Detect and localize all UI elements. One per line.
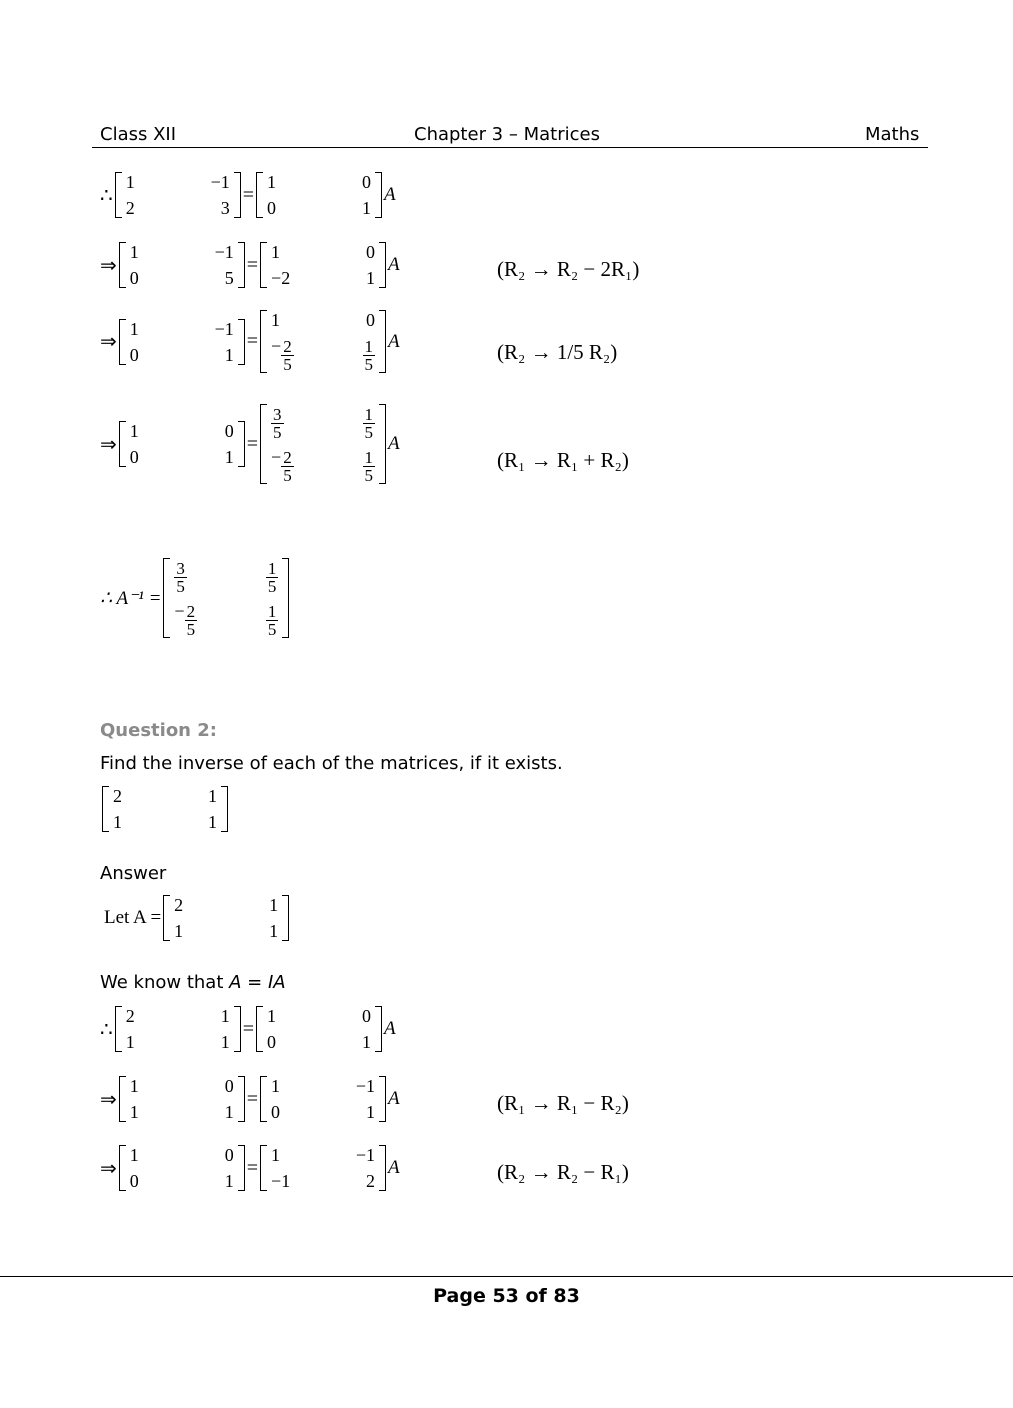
step-lead-symbol: ∴ xyxy=(100,1018,113,1041)
matrix-cell: 1 xyxy=(271,1076,281,1096)
matrix-cell: − $\frac{2}{5}$ xyxy=(174,601,196,639)
bracket-right xyxy=(238,421,245,467)
bracket-left xyxy=(256,1006,263,1052)
step-lead-symbol: ⇒ xyxy=(100,433,117,456)
matrix-cell: 0 xyxy=(129,344,139,365)
right-matrix xyxy=(256,172,382,218)
know-ia: IA xyxy=(267,972,286,993)
matrix-cell: 1 xyxy=(267,1006,277,1026)
matrix-cell: 0 xyxy=(366,242,376,262)
matrix-cell: 3 xyxy=(220,198,230,218)
matrix-cell: 1 xyxy=(271,1145,281,1165)
matrix-cell: 1 xyxy=(129,1145,139,1165)
header-subject: Maths xyxy=(865,124,920,145)
let-a-row xyxy=(104,895,291,941)
matrix-cell: 5 xyxy=(224,268,234,288)
bracket-right xyxy=(379,1145,386,1191)
right-matrix xyxy=(256,1006,382,1052)
given-matrix xyxy=(102,786,228,832)
matrix-cell: 1 xyxy=(362,1032,372,1052)
matrix-cell: 0 xyxy=(271,1102,281,1122)
left-matrix xyxy=(119,319,245,365)
bracket-left xyxy=(115,1006,122,1052)
matrix-cell: −2 xyxy=(271,268,291,288)
matrix-cell: −1 xyxy=(210,172,230,192)
matrix-cell: 1 xyxy=(129,318,139,339)
step-lead-symbol: ∴ xyxy=(100,184,113,207)
matrix-cell: 1 xyxy=(224,1171,234,1191)
matrix-cell: 2 xyxy=(174,895,184,915)
bracket-left xyxy=(119,1145,126,1191)
matrix-cell: $\frac{3}{5}$ xyxy=(273,405,282,442)
q1-step-1 xyxy=(100,172,396,218)
bracket-left xyxy=(119,1076,126,1122)
q2-step-2 xyxy=(100,1076,400,1122)
matrix-cell: $\frac{1}{5}$ xyxy=(267,559,277,596)
bracket-right xyxy=(282,895,289,941)
bracket-right xyxy=(234,1006,241,1052)
know-prefix: We know that xyxy=(100,972,230,993)
matrix-cell: 0 xyxy=(129,268,139,288)
bracket-right xyxy=(375,1006,382,1052)
bracket-right xyxy=(375,172,382,218)
know-a-ia xyxy=(100,972,286,993)
know-eq: = xyxy=(241,972,268,993)
matrix-cell: 1 xyxy=(125,1032,135,1052)
matrix-cell: 1 xyxy=(366,268,376,288)
matrix-cell: 1 xyxy=(208,786,217,806)
q1-note-4: (R₁ → R₁ + R₂) xyxy=(497,448,629,472)
matrix-variable: A xyxy=(384,184,396,205)
equals-sign: = xyxy=(246,1087,259,1110)
matrix-cell: 0 xyxy=(267,1032,277,1052)
matrix-cell: 1 xyxy=(366,1102,376,1122)
matrix-cell: −1 xyxy=(214,318,234,339)
footer-rule xyxy=(0,1276,1013,1277)
right-matrix xyxy=(260,404,386,484)
right-matrix xyxy=(260,242,386,288)
bracket-left xyxy=(102,786,109,832)
left-matrix xyxy=(119,242,245,288)
left-matrix xyxy=(115,172,241,218)
equals-sign: = xyxy=(246,432,259,455)
bracket-left xyxy=(256,172,263,218)
step-lead-symbol: ⇒ xyxy=(100,1157,117,1180)
matrix-cell: 0 xyxy=(362,172,372,192)
question-2-prompt: Find the inverse of each of the matrices, if it exists. xyxy=(100,753,563,774)
bracket-left xyxy=(163,558,170,638)
matrix-cell: 1 xyxy=(224,447,234,467)
page-number: Page 53 of 83 xyxy=(433,1285,580,1307)
matrix-cell: $\frac{1}{5}$ xyxy=(364,448,374,485)
matrix-cell: 1 xyxy=(129,242,139,262)
matrix-cell: 1 xyxy=(267,172,277,192)
q2-note-3: (R₂ → R₂ − R₁) xyxy=(497,1160,629,1184)
let-matrix xyxy=(163,895,289,941)
matrix-variable: A xyxy=(388,254,400,275)
bracket-right xyxy=(379,404,386,484)
matrix-cell: 1 xyxy=(269,921,279,941)
bracket-left xyxy=(260,310,267,373)
matrix-cell: 1 xyxy=(113,812,122,832)
q1-note-2: (R₂ → R₂ − 2R₁) xyxy=(497,257,640,281)
equals-sign: = xyxy=(246,253,259,276)
matrix-cell: $\frac{1}{5}$ xyxy=(267,602,277,639)
right-matrix xyxy=(260,1145,386,1191)
bracket-left xyxy=(119,242,126,288)
matrix-cell: 1 xyxy=(125,172,135,192)
matrix-cell: −1 xyxy=(271,1171,291,1191)
q2-step-3 xyxy=(100,1145,400,1191)
matrix-cell: 1 xyxy=(220,1032,230,1052)
matrix-variable: A xyxy=(388,1157,400,1178)
bracket-left xyxy=(260,1145,267,1191)
matrix-cell: 0 xyxy=(224,1145,234,1165)
bracket-right xyxy=(238,1145,245,1191)
q1-result xyxy=(100,558,291,638)
matrix-cell: 1 xyxy=(271,242,281,262)
matrix-cell: −1 xyxy=(214,242,234,262)
matrix-variable: A xyxy=(388,1088,400,1109)
step-lead-symbol: ⇒ xyxy=(100,331,117,353)
matrix-variable: A xyxy=(388,433,400,454)
left-matrix xyxy=(119,1076,245,1122)
matrix-cell: 1 xyxy=(129,421,139,441)
bracket-right xyxy=(282,558,289,638)
bracket-left xyxy=(119,319,126,365)
matrix-cell: 0 xyxy=(366,310,376,330)
q1-step-4 xyxy=(100,404,400,484)
bracket-right xyxy=(238,319,245,365)
inverse-label: ∴ A⁻¹ = xyxy=(100,587,162,609)
equals-sign: = xyxy=(246,330,259,352)
matrix-cell: − $\frac{2}{5}$ xyxy=(271,336,292,374)
matrix-cell: 1 xyxy=(129,1102,139,1122)
matrix-cell: $\frac{1}{5}$ xyxy=(364,337,374,374)
equals-sign: = xyxy=(242,1017,255,1040)
matrix-cell: $\frac{3}{5}$ xyxy=(176,559,185,596)
bracket-right xyxy=(238,1076,245,1122)
bracket-left xyxy=(163,895,170,941)
matrix-cell: 0 xyxy=(224,1076,234,1096)
matrix-cell: $\frac{1}{5}$ xyxy=(364,405,374,442)
matrix-cell: 1 xyxy=(224,344,234,365)
q1-step-3 xyxy=(100,310,400,373)
matrix-cell: 1 xyxy=(271,310,281,330)
matrix-cell: 2 xyxy=(366,1171,376,1191)
matrix-cell: 2 xyxy=(125,1006,135,1026)
bracket-left xyxy=(260,1076,267,1122)
question-2-matrix xyxy=(100,786,230,832)
matrix-cell: 1 xyxy=(224,1102,234,1122)
matrix-cell: −1 xyxy=(355,1076,376,1096)
bracket-left xyxy=(260,404,267,484)
left-matrix xyxy=(115,1006,241,1052)
q2-step-1 xyxy=(100,1006,396,1052)
matrix-cell: 0 xyxy=(224,421,234,441)
answer-label: Answer xyxy=(100,863,167,884)
q1-step-2 xyxy=(100,242,400,288)
left-matrix xyxy=(119,1145,245,1191)
q2-note-2: (R₁ → R₁ − R₂) xyxy=(497,1091,629,1115)
matrix-cell: 2 xyxy=(125,198,135,218)
header-class: Class XII xyxy=(100,124,177,145)
bracket-right xyxy=(379,310,386,373)
bracket-left xyxy=(115,172,122,218)
matrix-cell: − $\frac{2}{5}$ xyxy=(271,447,292,485)
matrix-variable: A xyxy=(388,330,400,352)
step-lead-symbol: ⇒ xyxy=(100,1088,117,1111)
matrix-cell: 1 xyxy=(362,198,372,218)
bracket-right xyxy=(379,242,386,288)
inverse-matrix xyxy=(163,558,289,638)
bracket-left xyxy=(119,421,126,467)
bracket-right xyxy=(379,1076,386,1122)
matrix-cell: 1 xyxy=(174,921,184,941)
matrix-cell: 0 xyxy=(267,198,277,218)
matrix-cell: 1 xyxy=(220,1006,230,1026)
matrix-cell: −1 xyxy=(355,1145,376,1165)
matrix-cell: 0 xyxy=(362,1006,372,1026)
header-rule xyxy=(92,147,928,148)
step-lead-symbol: ⇒ xyxy=(100,254,117,277)
matrix-cell: 1 xyxy=(208,812,217,832)
equals-sign: = xyxy=(242,183,255,206)
let-label: Let A = xyxy=(104,907,162,928)
right-matrix xyxy=(260,1076,386,1122)
bracket-right xyxy=(234,172,241,218)
right-matrix xyxy=(260,310,386,373)
know-a: A xyxy=(229,972,242,993)
matrix-cell: 0 xyxy=(129,1171,139,1191)
question-2-title: Question 2: xyxy=(100,720,217,741)
bracket-left xyxy=(260,242,267,288)
matrix-cell: 1 xyxy=(269,895,279,915)
bracket-right xyxy=(221,786,228,832)
matrix-variable: A xyxy=(384,1018,396,1039)
q1-note-3: (R₂ → 1/5 R₂) xyxy=(497,340,618,364)
left-matrix xyxy=(119,421,245,467)
matrix-cell: 1 xyxy=(129,1076,139,1096)
bracket-right xyxy=(238,242,245,288)
header-chapter: Chapter 3 – Matrices xyxy=(414,124,600,145)
matrix-cell: 0 xyxy=(129,447,139,467)
matrix-cell: 2 xyxy=(113,786,122,806)
equals-sign: = xyxy=(246,1156,259,1179)
